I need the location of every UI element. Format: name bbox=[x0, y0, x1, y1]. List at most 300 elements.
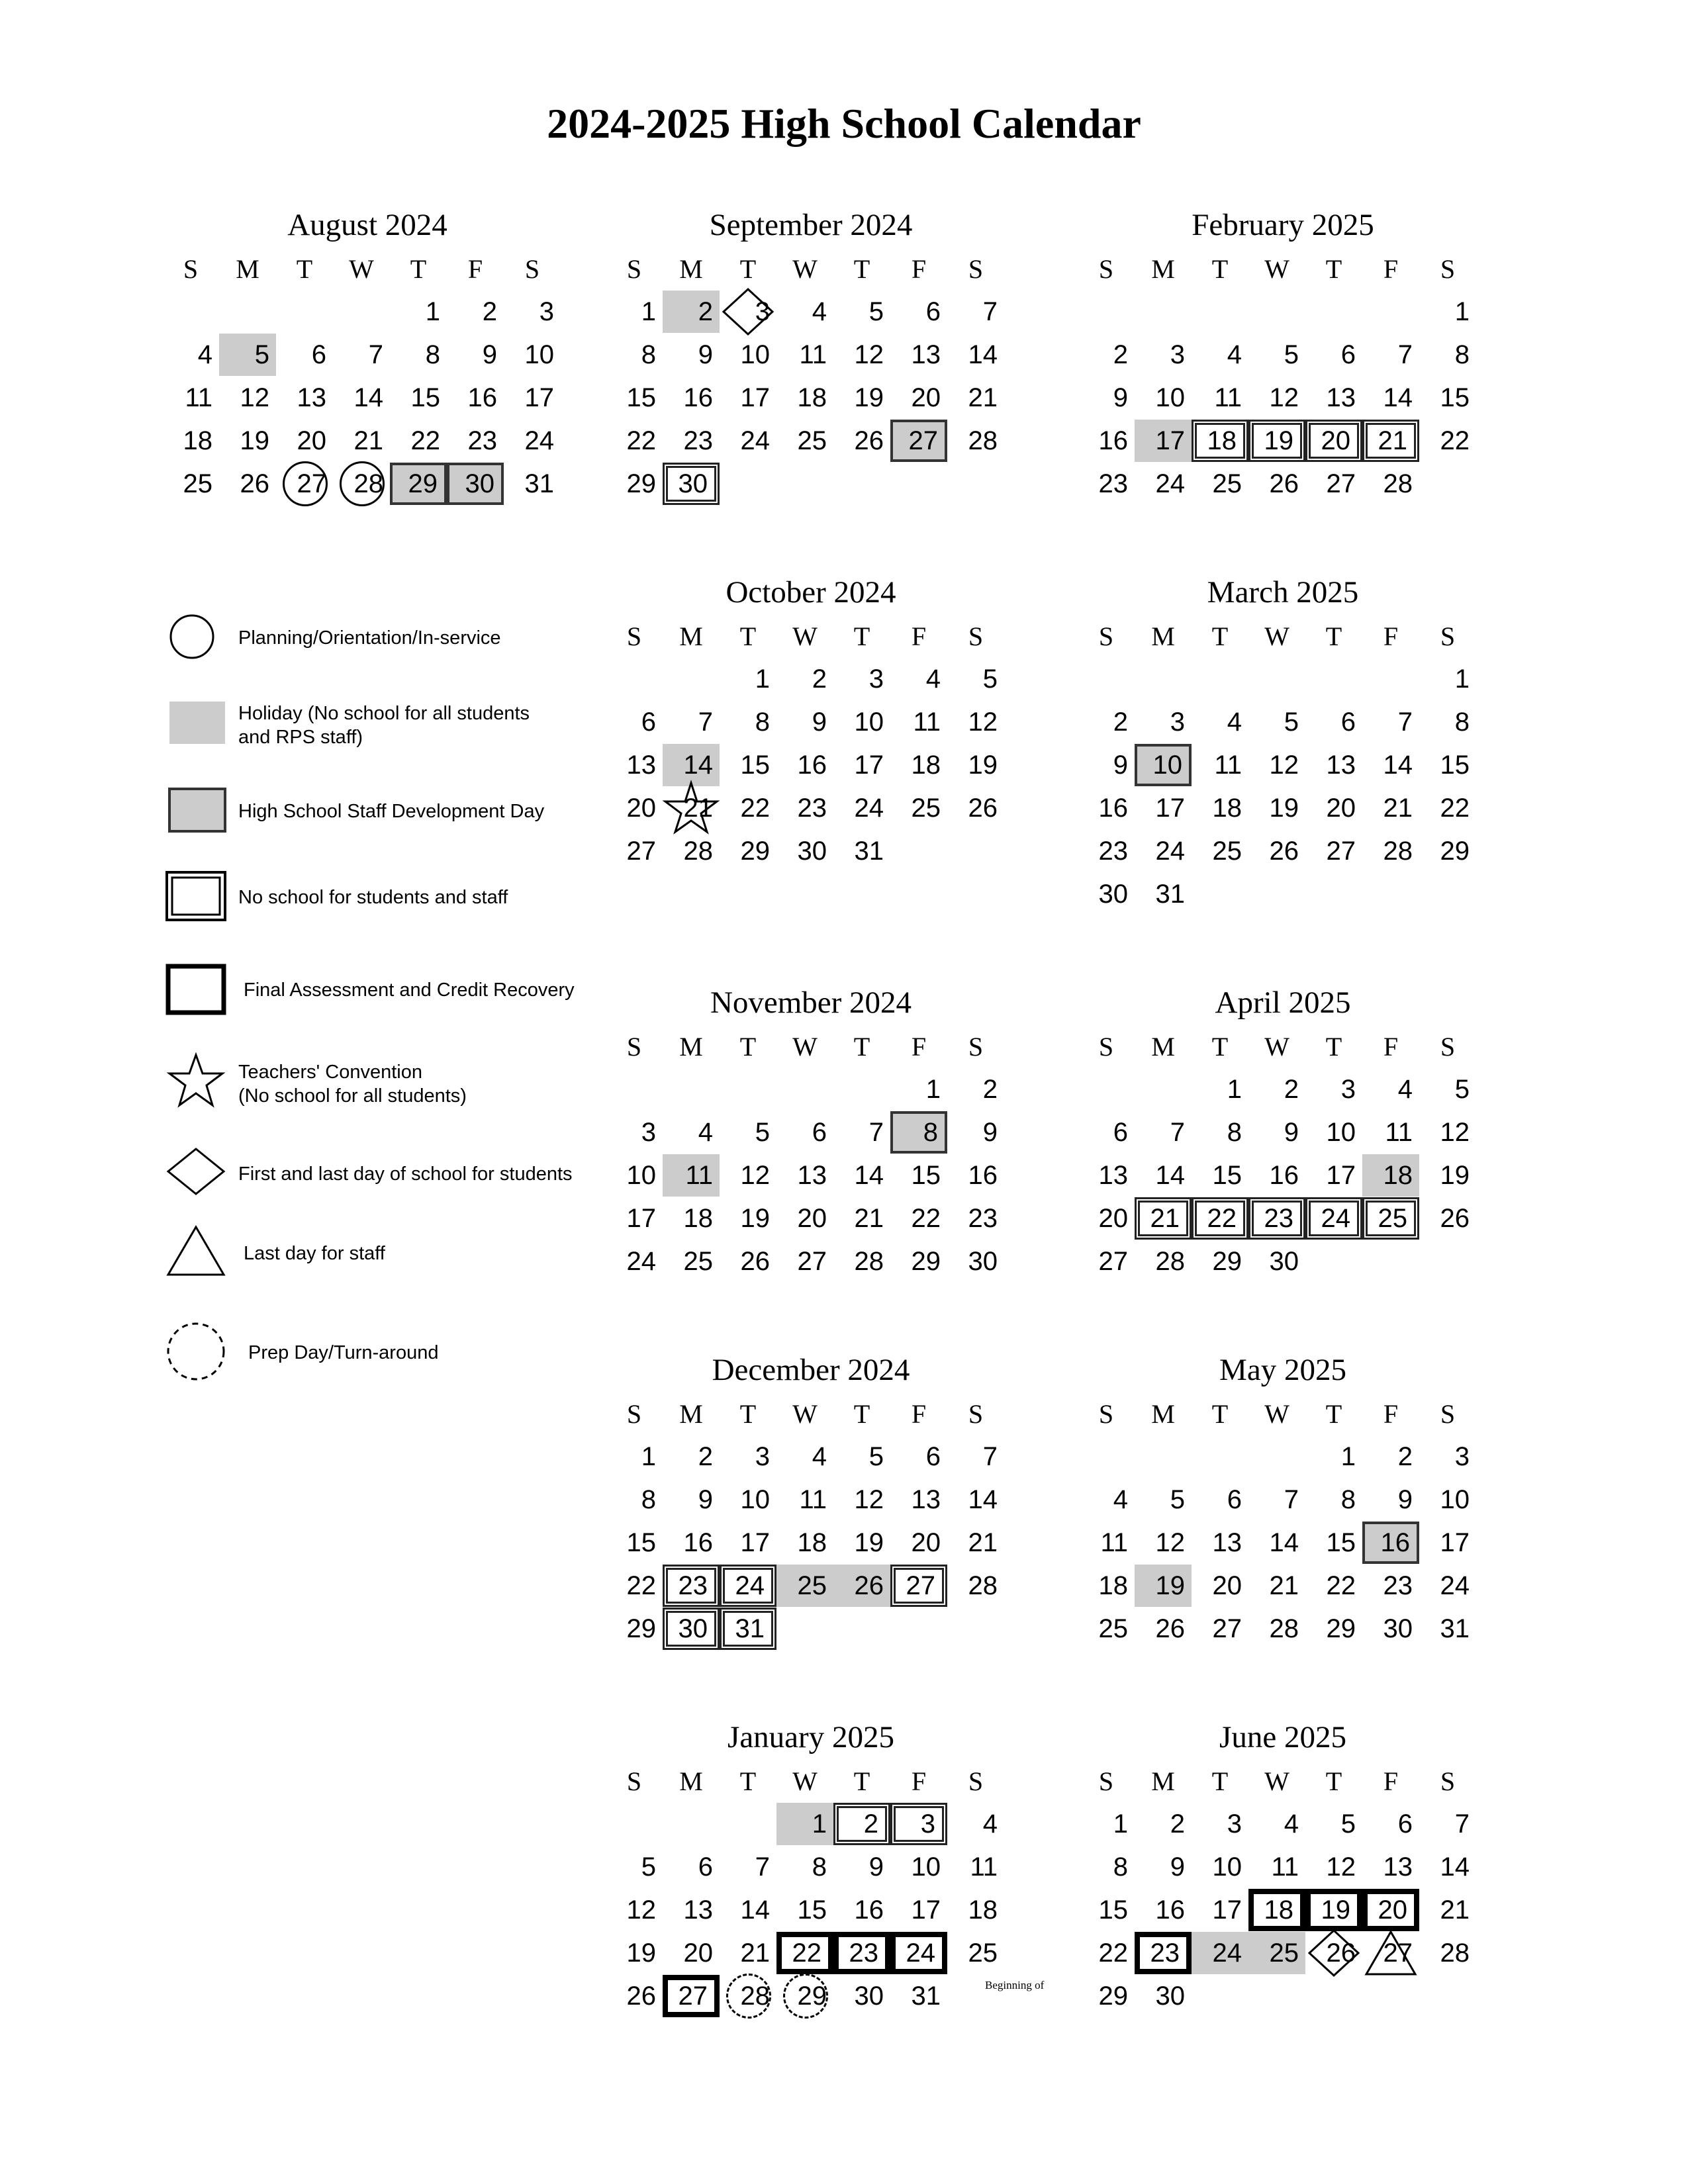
day-number: 18 bbox=[1383, 1160, 1413, 1190]
day-number: 21 bbox=[1378, 426, 1407, 455]
day-number: 23 bbox=[683, 426, 713, 455]
day-number: 11 bbox=[1100, 1527, 1128, 1557]
day-number: 26 bbox=[854, 426, 884, 455]
day-number: 9 bbox=[482, 340, 497, 369]
day-number: 28 bbox=[353, 469, 383, 498]
legend-label: Planning/Orientation/In-service bbox=[238, 627, 501, 649]
day-cell bbox=[890, 1435, 947, 1478]
day-cell bbox=[504, 463, 561, 505]
month-title: April 2025 bbox=[1215, 985, 1351, 1020]
day-cell bbox=[947, 1435, 1004, 1478]
day-number: 4 bbox=[812, 296, 827, 326]
dashed-circle-icon bbox=[165, 1322, 226, 1382]
day-number: 2 bbox=[1397, 1441, 1413, 1471]
weekday-label: M bbox=[679, 1032, 703, 1062]
day-number: 10 bbox=[626, 1160, 656, 1190]
month-title: December 2024 bbox=[712, 1353, 910, 1387]
day-number: 10 bbox=[911, 1852, 941, 1882]
day-cell bbox=[776, 420, 833, 462]
day-number: 22 bbox=[1440, 793, 1470, 823]
day-cell bbox=[1248, 1932, 1305, 1974]
day-cell bbox=[1248, 1154, 1305, 1197]
day-cell bbox=[606, 291, 663, 333]
day-cell bbox=[890, 1197, 947, 1240]
day-number: 9 bbox=[1113, 383, 1128, 412]
day-number: 14 bbox=[740, 1895, 770, 1925]
day-number: 3 bbox=[539, 296, 554, 326]
day-cell bbox=[1305, 1565, 1362, 1607]
day-cell bbox=[1305, 1803, 1362, 1845]
day-number: 15 bbox=[911, 1160, 941, 1190]
day-number: 25 bbox=[183, 469, 212, 498]
day-number: 26 bbox=[1269, 836, 1299, 866]
day-number: 14 bbox=[854, 1160, 884, 1190]
day-cell bbox=[1248, 1068, 1305, 1111]
day-number: 24 bbox=[1212, 1938, 1242, 1968]
day-cell bbox=[1192, 830, 1248, 872]
day-cell bbox=[1419, 1889, 1476, 1931]
day-number: 9 bbox=[698, 340, 713, 369]
day-number: 29 bbox=[626, 469, 656, 498]
legend-item-holiday bbox=[165, 694, 629, 753]
day-number: 30 bbox=[678, 1614, 708, 1643]
month-calendar bbox=[606, 1347, 1016, 1651]
day-cell bbox=[1305, 1889, 1362, 1931]
day-cell bbox=[1305, 744, 1362, 786]
thick-border-square-icon bbox=[165, 960, 226, 1019]
legend-label: Holiday (No school for all students and RPS staff) bbox=[238, 703, 530, 748]
day-number: 27 bbox=[1212, 1614, 1242, 1643]
day-cell bbox=[833, 1565, 890, 1607]
day-cell bbox=[663, 1522, 720, 1564]
day-cell bbox=[890, 1803, 947, 1845]
day-cell bbox=[663, 334, 720, 376]
day-cell bbox=[447, 377, 504, 419]
day-number: 31 bbox=[854, 836, 884, 866]
day-cell bbox=[1078, 463, 1135, 505]
day-cell bbox=[606, 1608, 663, 1650]
day-number: 24 bbox=[1155, 836, 1185, 866]
weekday-label: S bbox=[1098, 254, 1114, 284]
day-cell bbox=[1419, 1111, 1476, 1154]
day-number: 29 bbox=[1440, 836, 1470, 866]
day-cell bbox=[776, 1522, 833, 1564]
weekday-label: S bbox=[626, 254, 642, 284]
day-number: 14 bbox=[353, 383, 383, 412]
legend-item-final bbox=[165, 960, 629, 1019]
day-number: 11 bbox=[1214, 383, 1242, 412]
day-number: 15 bbox=[1440, 383, 1470, 412]
day-number: 11 bbox=[1271, 1852, 1299, 1882]
day-number: 8 bbox=[923, 1117, 938, 1147]
day-cell bbox=[776, 1240, 833, 1283]
day-cell bbox=[276, 420, 333, 462]
day-cell bbox=[890, 1240, 947, 1283]
day-cell bbox=[1362, 1932, 1419, 1974]
weekday-label: W bbox=[1264, 254, 1289, 284]
day-number: 13 bbox=[297, 383, 326, 412]
weekday-label: T bbox=[1211, 254, 1229, 284]
day-cell bbox=[1362, 1068, 1419, 1111]
day-number: 24 bbox=[740, 426, 770, 455]
day-cell bbox=[947, 658, 1004, 700]
day-number: 10 bbox=[740, 1484, 770, 1514]
weekday-label: S bbox=[1098, 621, 1114, 651]
day-number: 14 bbox=[1440, 1852, 1470, 1882]
day-cell bbox=[833, 334, 890, 376]
day-cell bbox=[1078, 377, 1135, 419]
day-number: 3 bbox=[1227, 1809, 1242, 1839]
day-number: 14 bbox=[1383, 383, 1413, 412]
legend-item-convention bbox=[165, 1052, 629, 1112]
day-cell bbox=[1078, 1608, 1135, 1650]
day-number: 16 bbox=[1098, 426, 1128, 455]
day-cell bbox=[1248, 1522, 1305, 1564]
day-cell bbox=[776, 1846, 833, 1888]
day-number: 4 bbox=[1113, 1484, 1128, 1514]
month-calendar bbox=[1078, 1714, 1488, 2018]
day-cell bbox=[720, 1197, 776, 1240]
day-cell bbox=[776, 1479, 833, 1521]
day-cell bbox=[1362, 1565, 1419, 1607]
legend-label: First and last day of school for students bbox=[238, 1163, 573, 1185]
day-number: 29 bbox=[408, 469, 438, 498]
day-number: 19 bbox=[1269, 793, 1299, 823]
day-cell bbox=[1248, 1803, 1305, 1845]
day-cell bbox=[219, 377, 276, 419]
day-cell bbox=[162, 377, 219, 419]
legend-label: Prep Day/Turn-around bbox=[248, 1342, 439, 1363]
day-number: 17 bbox=[1155, 793, 1185, 823]
day-cell bbox=[663, 1932, 720, 1974]
day-cell bbox=[606, 1932, 663, 1974]
day-number: 7 bbox=[1284, 1484, 1299, 1514]
day-number: 22 bbox=[1098, 1938, 1128, 1968]
day-cell bbox=[833, 744, 890, 786]
weekday-label: T bbox=[1211, 1032, 1229, 1062]
weekday-label: F bbox=[1383, 1032, 1399, 1062]
day-number: 23 bbox=[467, 426, 497, 455]
weekday-label: T bbox=[1211, 1766, 1229, 1796]
day-number: 26 bbox=[1326, 1938, 1356, 1968]
day-cell bbox=[947, 1522, 1004, 1564]
day-cell bbox=[1135, 873, 1192, 915]
day-cell bbox=[1305, 334, 1362, 376]
day-cell bbox=[776, 1975, 833, 2017]
day-cell bbox=[1192, 1154, 1248, 1197]
day-number: 11 bbox=[1214, 750, 1242, 780]
day-number: 30 bbox=[1155, 1981, 1185, 2011]
gray-square-icon bbox=[165, 694, 226, 753]
day-cell bbox=[1362, 744, 1419, 786]
day-cell bbox=[1419, 1608, 1476, 1650]
day-number: 10 bbox=[1326, 1117, 1356, 1147]
day-cell bbox=[390, 377, 447, 419]
day-number: 3 bbox=[1340, 1074, 1356, 1104]
day-cell bbox=[1248, 1197, 1305, 1240]
weekday-label: M bbox=[679, 1399, 703, 1429]
day-number: 19 bbox=[1264, 426, 1293, 455]
day-number: 28 bbox=[1440, 1938, 1470, 1968]
day-cell bbox=[947, 1565, 1004, 1607]
day-cell bbox=[1192, 744, 1248, 786]
day-number: 14 bbox=[968, 1484, 998, 1514]
weekday-label: M bbox=[1151, 621, 1175, 651]
day-number: 28 bbox=[683, 836, 713, 866]
day-number: 27 bbox=[1326, 836, 1356, 866]
page-title: 2024-2025 High School Calendar bbox=[547, 100, 1141, 147]
day-number: 4 bbox=[1227, 707, 1242, 737]
day-cell bbox=[833, 830, 890, 872]
weekday-label: T bbox=[739, 254, 757, 284]
day-number: 21 bbox=[1269, 1570, 1299, 1600]
weekday-label: F bbox=[1383, 1766, 1399, 1796]
day-number: 5 bbox=[1170, 1484, 1185, 1514]
day-number: 1 bbox=[812, 1809, 827, 1839]
day-cell bbox=[1135, 1111, 1192, 1154]
day-cell bbox=[776, 701, 833, 743]
day-number: 7 bbox=[1397, 340, 1413, 369]
day-cell bbox=[1362, 1803, 1419, 1845]
day-cell bbox=[1248, 1240, 1305, 1283]
day-cell bbox=[1078, 1565, 1135, 1607]
weekday-label: F bbox=[1383, 1399, 1399, 1429]
day-number: 4 bbox=[1397, 1074, 1413, 1104]
legend-label: No school for students and staff bbox=[238, 887, 508, 908]
day-cell bbox=[1135, 830, 1192, 872]
day-cell bbox=[1305, 1111, 1362, 1154]
legend-item-staffdev bbox=[165, 781, 629, 841]
day-number: 13 bbox=[683, 1895, 713, 1925]
day-cell bbox=[1135, 1240, 1192, 1283]
day-cell bbox=[663, 1846, 720, 1888]
day-cell bbox=[1419, 1197, 1476, 1240]
day-cell bbox=[447, 291, 504, 333]
month-calendar bbox=[606, 1714, 1016, 2018]
day-number: 17 bbox=[1212, 1895, 1242, 1925]
weekday-label: S bbox=[1440, 254, 1456, 284]
day-cell bbox=[663, 1240, 720, 1283]
day-cell bbox=[1362, 377, 1419, 419]
day-cell bbox=[947, 1240, 1004, 1283]
day-number: 15 bbox=[1326, 1527, 1356, 1557]
weekday-label: S bbox=[1440, 1032, 1456, 1062]
day-cell bbox=[890, 420, 947, 462]
day-cell bbox=[720, 658, 776, 700]
day-number: 24 bbox=[626, 1246, 656, 1276]
day-number: 11 bbox=[799, 1484, 827, 1514]
day-cell bbox=[1248, 463, 1305, 505]
day-number: 13 bbox=[1326, 383, 1356, 412]
day-number: 22 bbox=[792, 1938, 821, 1968]
day-cell bbox=[1362, 1435, 1419, 1478]
day-number: 27 bbox=[797, 1246, 827, 1276]
day-cell bbox=[606, 1479, 663, 1521]
day-cell bbox=[833, 701, 890, 743]
day-number: 17 bbox=[740, 383, 770, 412]
month-title: November 2024 bbox=[710, 985, 912, 1020]
day-cell bbox=[1192, 1608, 1248, 1650]
day-number: 25 bbox=[1098, 1614, 1128, 1643]
day-number: 15 bbox=[797, 1895, 827, 1925]
day-number: 21 bbox=[1383, 793, 1413, 823]
day-cell bbox=[1362, 1889, 1419, 1931]
day-cell bbox=[1135, 787, 1192, 829]
day-cell bbox=[1248, 830, 1305, 872]
day-cell bbox=[833, 420, 890, 462]
weekday-label: T bbox=[1325, 254, 1342, 284]
day-cell bbox=[1135, 1479, 1192, 1521]
day-cell bbox=[1305, 1846, 1362, 1888]
day-number: 22 bbox=[740, 793, 770, 823]
day-number: 3 bbox=[1170, 707, 1185, 737]
day-cell bbox=[1135, 1803, 1192, 1845]
day-number: 18 bbox=[183, 426, 212, 455]
day-number: 25 bbox=[968, 1938, 998, 1968]
day-cell bbox=[833, 1889, 890, 1931]
day-number: 17 bbox=[524, 383, 554, 412]
day-cell bbox=[1362, 1197, 1419, 1240]
day-number: 7 bbox=[868, 1117, 884, 1147]
day-number: 9 bbox=[1397, 1484, 1413, 1514]
weekday-label: T bbox=[853, 1032, 870, 1062]
day-number: 8 bbox=[425, 340, 440, 369]
day-cell bbox=[1078, 1240, 1135, 1283]
weekday-label: T bbox=[739, 1766, 757, 1796]
day-cell bbox=[1192, 377, 1248, 419]
day-number: 7 bbox=[755, 1852, 770, 1882]
legend-item-planning bbox=[165, 608, 629, 667]
day-number: 11 bbox=[185, 383, 212, 412]
day-cell bbox=[1135, 334, 1192, 376]
day-cell bbox=[1248, 744, 1305, 786]
day-number: 25 bbox=[683, 1246, 713, 1276]
weekday-label: S bbox=[968, 1766, 984, 1796]
day-cell bbox=[1419, 1565, 1476, 1607]
day-number: 18 bbox=[911, 750, 941, 780]
day-cell bbox=[1419, 701, 1476, 743]
day-cell bbox=[1248, 1846, 1305, 1888]
day-number: 9 bbox=[1284, 1117, 1299, 1147]
day-number: 7 bbox=[368, 340, 383, 369]
day-number: 30 bbox=[854, 1981, 884, 2011]
day-cell bbox=[776, 377, 833, 419]
day-cell bbox=[1078, 787, 1135, 829]
weekday-label: S bbox=[626, 1399, 642, 1429]
day-number: 29 bbox=[1326, 1614, 1356, 1643]
day-cell bbox=[663, 1975, 720, 2017]
day-number: 19 bbox=[968, 750, 998, 780]
weekday-label: M bbox=[679, 1766, 703, 1796]
day-number: 11 bbox=[1385, 1117, 1413, 1147]
day-cell bbox=[720, 744, 776, 786]
day-cell bbox=[390, 420, 447, 462]
day-cell bbox=[1192, 334, 1248, 376]
day-number: 26 bbox=[854, 1570, 884, 1600]
day-cell bbox=[1362, 1608, 1419, 1650]
day-number: 16 bbox=[683, 1527, 713, 1557]
weekday-label: M bbox=[1151, 1766, 1175, 1796]
day-cell bbox=[1135, 1522, 1192, 1564]
day-number: 25 bbox=[1378, 1203, 1407, 1233]
day-cell bbox=[947, 1154, 1004, 1197]
day-number: 3 bbox=[1454, 1441, 1470, 1471]
day-cell bbox=[1362, 1154, 1419, 1197]
day-cell bbox=[390, 291, 447, 333]
day-number: 22 bbox=[1207, 1203, 1237, 1233]
month-title: March 2025 bbox=[1207, 575, 1359, 610]
day-cell bbox=[1078, 1154, 1135, 1197]
day-number: 9 bbox=[868, 1852, 884, 1882]
day-number: 24 bbox=[906, 1938, 935, 1968]
day-number: 28 bbox=[1383, 469, 1413, 498]
day-number: 6 bbox=[925, 1441, 941, 1471]
weekday-label: F bbox=[911, 1766, 927, 1796]
day-number: 8 bbox=[755, 707, 770, 737]
weekday-label: M bbox=[1151, 1032, 1175, 1062]
day-number: 25 bbox=[911, 793, 941, 823]
weekday-header bbox=[606, 1393, 1016, 1435]
day-cell bbox=[162, 420, 219, 462]
day-number: 19 bbox=[1155, 1570, 1185, 1600]
day-cell bbox=[1078, 744, 1135, 786]
day-number: 20 bbox=[911, 1527, 941, 1557]
day-number: 22 bbox=[410, 426, 440, 455]
day-number: 31 bbox=[524, 469, 554, 498]
day-number: 28 bbox=[1269, 1614, 1299, 1643]
day-number: 4 bbox=[698, 1117, 713, 1147]
day-cell bbox=[890, 658, 947, 700]
weekday-label: T bbox=[739, 1032, 757, 1062]
weekday-label: F bbox=[467, 254, 483, 284]
weekday-label: S bbox=[626, 1032, 642, 1062]
day-cell bbox=[1419, 334, 1476, 376]
weekday-label: M bbox=[679, 621, 703, 651]
day-cell bbox=[720, 1522, 776, 1564]
day-number: 20 bbox=[297, 426, 326, 455]
day-cell bbox=[162, 334, 219, 376]
day-number: 1 bbox=[641, 1441, 656, 1471]
day-cell bbox=[504, 334, 561, 376]
day-number: 16 bbox=[1380, 1527, 1410, 1557]
day-cell bbox=[890, 1068, 947, 1111]
day-cell bbox=[663, 377, 720, 419]
day-number: 2 bbox=[698, 1441, 713, 1471]
legend-item-prep bbox=[165, 1322, 629, 1382]
weekday-header bbox=[1078, 1393, 1488, 1435]
weekday-label: M bbox=[236, 254, 259, 284]
day-cell bbox=[1419, 1846, 1476, 1888]
day-cell bbox=[1362, 1479, 1419, 1521]
day-number: 20 bbox=[911, 383, 941, 412]
day-cell bbox=[1419, 1435, 1476, 1478]
day-cell bbox=[890, 744, 947, 786]
legend-item-noschool bbox=[165, 867, 629, 927]
day-number: 30 bbox=[465, 469, 494, 498]
day-cell bbox=[1135, 744, 1192, 786]
day-cell bbox=[720, 1932, 776, 1974]
day-cell bbox=[833, 291, 890, 333]
month-calendar bbox=[606, 202, 1016, 506]
day-number: 3 bbox=[641, 1117, 656, 1147]
day-cell bbox=[947, 787, 1004, 829]
day-cell bbox=[276, 377, 333, 419]
day-number: 1 bbox=[1454, 664, 1470, 694]
day-cell bbox=[1135, 1932, 1192, 1974]
legend-label: Teachers' Convention (No school for all students) bbox=[238, 1062, 467, 1107]
weekday-label: T bbox=[853, 1399, 870, 1429]
day-number: 13 bbox=[1098, 1160, 1128, 1190]
